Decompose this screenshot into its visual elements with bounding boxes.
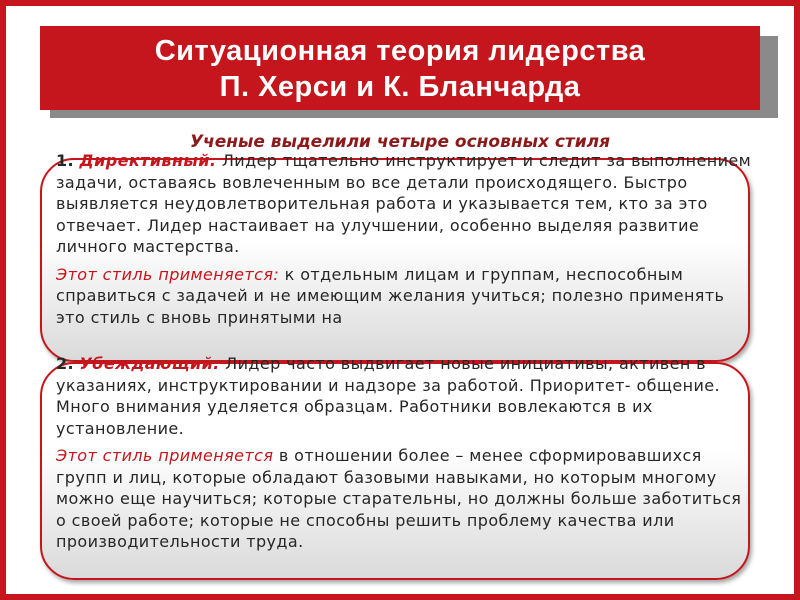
style-2-applies-paragraph: [56, 445, 756, 553]
style-1-name: Директивный.: [79, 151, 217, 170]
style-1-description: Лидер тщательно инструктирует и следит за выполнением задачи, оставаясь вовлеченным во все детали происходящего. Быстро выявляется неудовлетворительная работа и указывается тем, кто за это отвечает. Лидер настаивает на улучшении, особенно выделяя развитие личного мастерства.: [56, 151, 752, 256]
style-2-name: Убеждающий.: [79, 354, 220, 373]
style-2-description: Лидер часто выдвигает новые инициативы, активен в указаниях, инструктировании и надзоре за работой. Приоритет- общение. Много внимания уделяется образцам. Работники вовлекаются в их установление.: [56, 354, 721, 438]
style-2-text: [56, 353, 756, 553]
style-1-applies-label: Этот стиль применяется:: [56, 264, 280, 284]
subtitle: Ученые выделили четыре основных стиля: [189, 132, 611, 152]
style-1-applies-text: к отдельным лицам и группам, неспособным справиться с задачей и не имеющим желания учиться; полезно применять это стиль с вновь принятыми на: [56, 264, 725, 327]
style-1-number: 1.: [56, 151, 75, 170]
title-banner: [40, 26, 760, 110]
style-2-applies-text: в отношении более – менее сформировавшихся групп и лиц, которые обладают базовыми навыками, но которым многому можно еще научиться; которые старательны, но должны больше заботиться о своей работе; которые не способны решить проблему качества или производительности труда.: [56, 446, 742, 551]
style-1-description-paragraph: [56, 150, 756, 258]
style-1-applies-paragraph: [56, 264, 756, 329]
style-2-description-paragraph: [56, 353, 756, 439]
style-1-text: [56, 150, 756, 328]
title-line-1: Ситуационная теория лидерства: [154, 35, 646, 67]
style-2-number: 2.: [56, 354, 75, 373]
title-line-2: П. Херси и К. Бланчарда: [219, 71, 581, 103]
style-2-applies-label: Этот стиль применяется: [56, 446, 274, 465]
